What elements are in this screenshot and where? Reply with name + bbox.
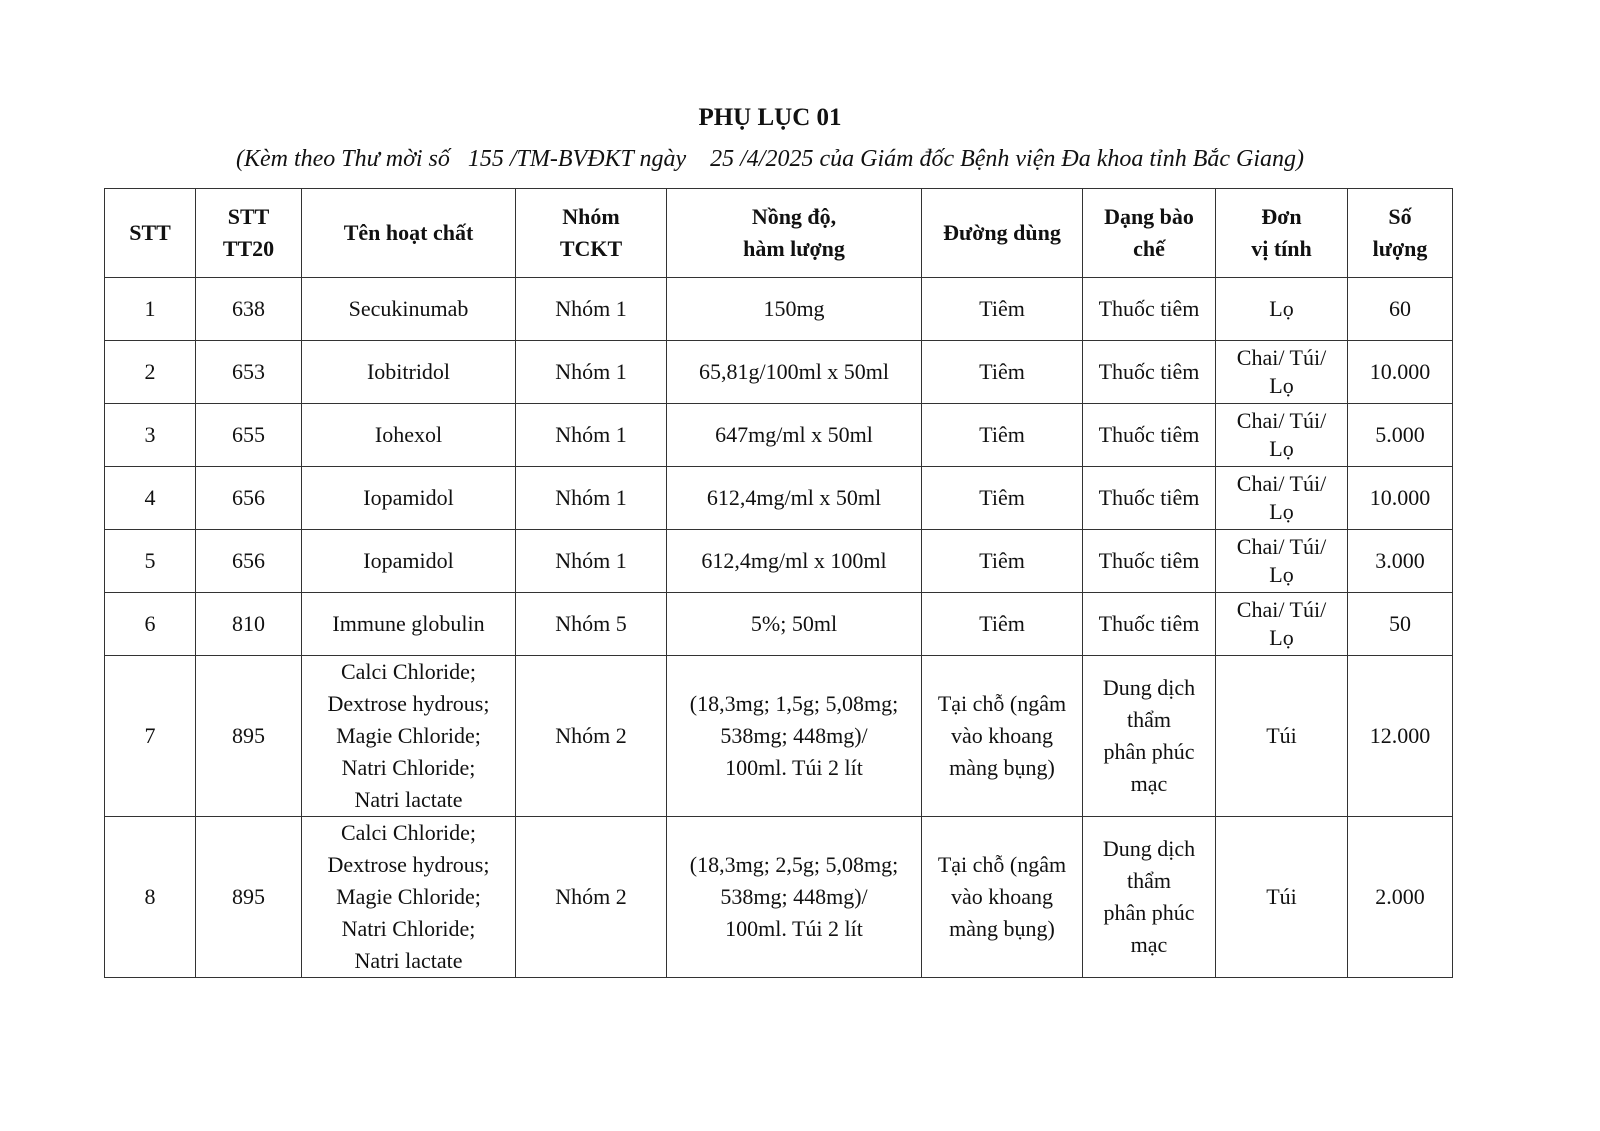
cell-unit: Túi: [1216, 656, 1348, 817]
cell-concentration: 5%; 50ml: [667, 593, 922, 656]
cell-quantity: 10.000: [1348, 341, 1453, 404]
cell-dosage-form: Thuốc tiêm: [1083, 278, 1216, 341]
table-row: [105, 467, 1453, 530]
cell-concentration: 65,81g/100ml x 50ml: [667, 341, 922, 404]
cell-unit: Chai/ Túi/ Lọ: [1216, 593, 1348, 656]
cell-concentration: (18,3mg; 2,5g; 5,08mg; 538mg; 448mg)/ 100ml. Túi 2 lít: [667, 817, 922, 978]
cell-route: Tiêm: [922, 404, 1083, 467]
cell-dosage-form: Thuốc tiêm: [1083, 404, 1216, 467]
cell-quantity: 5.000: [1348, 404, 1453, 467]
column-header-quantity: Số lượng: [1348, 189, 1453, 278]
cell-stt-tt20: 638: [196, 278, 302, 341]
table-row: [105, 593, 1453, 656]
document-subtitle: (Kèm theo Thư mời số 155 /TM-BVĐKT ngày 25 /4/2025 của Giám đốc Bệnh viện Đa khoa tỉnh Bắc Giang): [236, 146, 1304, 172]
cell-concentration: 150mg: [667, 278, 922, 341]
cell-group: Nhóm 1: [516, 404, 667, 467]
cell-active-ingredient: Immune globulin: [302, 593, 516, 656]
cell-group: Nhóm 1: [516, 467, 667, 530]
cell-active-ingredient: Calci Chloride; Dextrose hydrous; Magie Chloride; Natri Chloride; Natri lactate: [302, 817, 516, 978]
cell-quantity: 10.000: [1348, 467, 1453, 530]
cell-group: Nhóm 1: [516, 530, 667, 593]
cell-unit: Chai/ Túi/ Lọ: [1216, 467, 1348, 530]
cell-dosage-form: Thuốc tiêm: [1083, 341, 1216, 404]
column-header-concentration: Nồng độ, hàm lượng: [667, 189, 922, 278]
cell-unit: Lọ: [1216, 278, 1348, 341]
cell-dosage-form: Thuốc tiêm: [1083, 593, 1216, 656]
cell-route: Tiêm: [922, 278, 1083, 341]
cell-concentration: 647mg/ml x 50ml: [667, 404, 922, 467]
cell-active-ingredient: Calci Chloride; Dextrose hydrous; Magie Chloride; Natri Chloride; Natri lactate: [302, 656, 516, 817]
cell-dosage-form: Dung dịch thẩm phân phúc mạc: [1083, 656, 1216, 817]
table-row: [105, 530, 1453, 593]
cell-stt-tt20: 653: [196, 341, 302, 404]
cell-active-ingredient: Iopamidol: [302, 530, 516, 593]
cell-group: Nhóm 2: [516, 656, 667, 817]
document-title: PHỤ LỤC 01: [698, 104, 842, 131]
column-header-dosage-form: Dạng bào chế: [1083, 189, 1216, 278]
cell-quantity: 50: [1348, 593, 1453, 656]
cell-unit: Chai/ Túi/ Lọ: [1216, 530, 1348, 593]
cell-dosage-form: Dung dịch thẩm phân phúc mạc: [1083, 817, 1216, 978]
table-row: [105, 341, 1453, 404]
cell-quantity: 3.000: [1348, 530, 1453, 593]
cell-stt: 3: [105, 404, 196, 467]
cell-concentration: 612,4mg/ml x 50ml: [667, 467, 922, 530]
cell-route: Tại chỗ (ngâm vào khoang màng bụng): [922, 817, 1083, 978]
cell-route: Tại chỗ (ngâm vào khoang màng bụng): [922, 656, 1083, 817]
column-header-route: Đường dùng: [922, 189, 1083, 278]
table-row: [105, 404, 1453, 467]
cell-stt: 8: [105, 817, 196, 978]
cell-group: Nhóm 5: [516, 593, 667, 656]
cell-unit: Túi: [1216, 817, 1348, 978]
cell-route: Tiêm: [922, 530, 1083, 593]
cell-quantity: 60: [1348, 278, 1453, 341]
cell-stt: 7: [105, 656, 196, 817]
cell-stt: 6: [105, 593, 196, 656]
cell-stt-tt20: 656: [196, 530, 302, 593]
table-row: [105, 656, 1453, 817]
cell-active-ingredient: Secukinumab: [302, 278, 516, 341]
cell-dosage-form: Thuốc tiêm: [1083, 467, 1216, 530]
column-header-active-ingredient: Tên hoạt chất: [302, 189, 516, 278]
cell-route: Tiêm: [922, 341, 1083, 404]
cell-dosage-form: Thuốc tiêm: [1083, 530, 1216, 593]
table-header-row: [105, 189, 1453, 278]
table-row: [105, 278, 1453, 341]
cell-stt: 1: [105, 278, 196, 341]
column-header-stt-tt20: STT TT20: [196, 189, 302, 278]
cell-concentration: (18,3mg; 1,5g; 5,08mg; 538mg; 448mg)/ 100ml. Túi 2 lít: [667, 656, 922, 817]
cell-stt: 4: [105, 467, 196, 530]
cell-group: Nhóm 1: [516, 341, 667, 404]
cell-active-ingredient: Iopamidol: [302, 467, 516, 530]
cell-stt-tt20: 655: [196, 404, 302, 467]
cell-quantity: 12.000: [1348, 656, 1453, 817]
cell-stt-tt20: 656: [196, 467, 302, 530]
cell-route: Tiêm: [922, 467, 1083, 530]
drug-table: [104, 188, 1453, 978]
cell-stt: 2: [105, 341, 196, 404]
column-header-group: Nhóm TCKT: [516, 189, 667, 278]
cell-stt-tt20: 810: [196, 593, 302, 656]
cell-unit: Chai/ Túi/ Lọ: [1216, 404, 1348, 467]
cell-active-ingredient: Iobitridol: [302, 341, 516, 404]
cell-unit: Chai/ Túi/ Lọ: [1216, 341, 1348, 404]
cell-stt-tt20: 895: [196, 656, 302, 817]
cell-quantity: 2.000: [1348, 817, 1453, 978]
cell-stt-tt20: 895: [196, 817, 302, 978]
column-header-stt: STT: [105, 189, 196, 278]
column-header-unit: Đơn vị tính: [1216, 189, 1348, 278]
cell-active-ingredient: Iohexol: [302, 404, 516, 467]
cell-concentration: 612,4mg/ml x 100ml: [667, 530, 922, 593]
cell-group: Nhóm 1: [516, 278, 667, 341]
cell-group: Nhóm 2: [516, 817, 667, 978]
cell-route: Tiêm: [922, 593, 1083, 656]
table-row: [105, 817, 1453, 978]
cell-stt: 5: [105, 530, 196, 593]
